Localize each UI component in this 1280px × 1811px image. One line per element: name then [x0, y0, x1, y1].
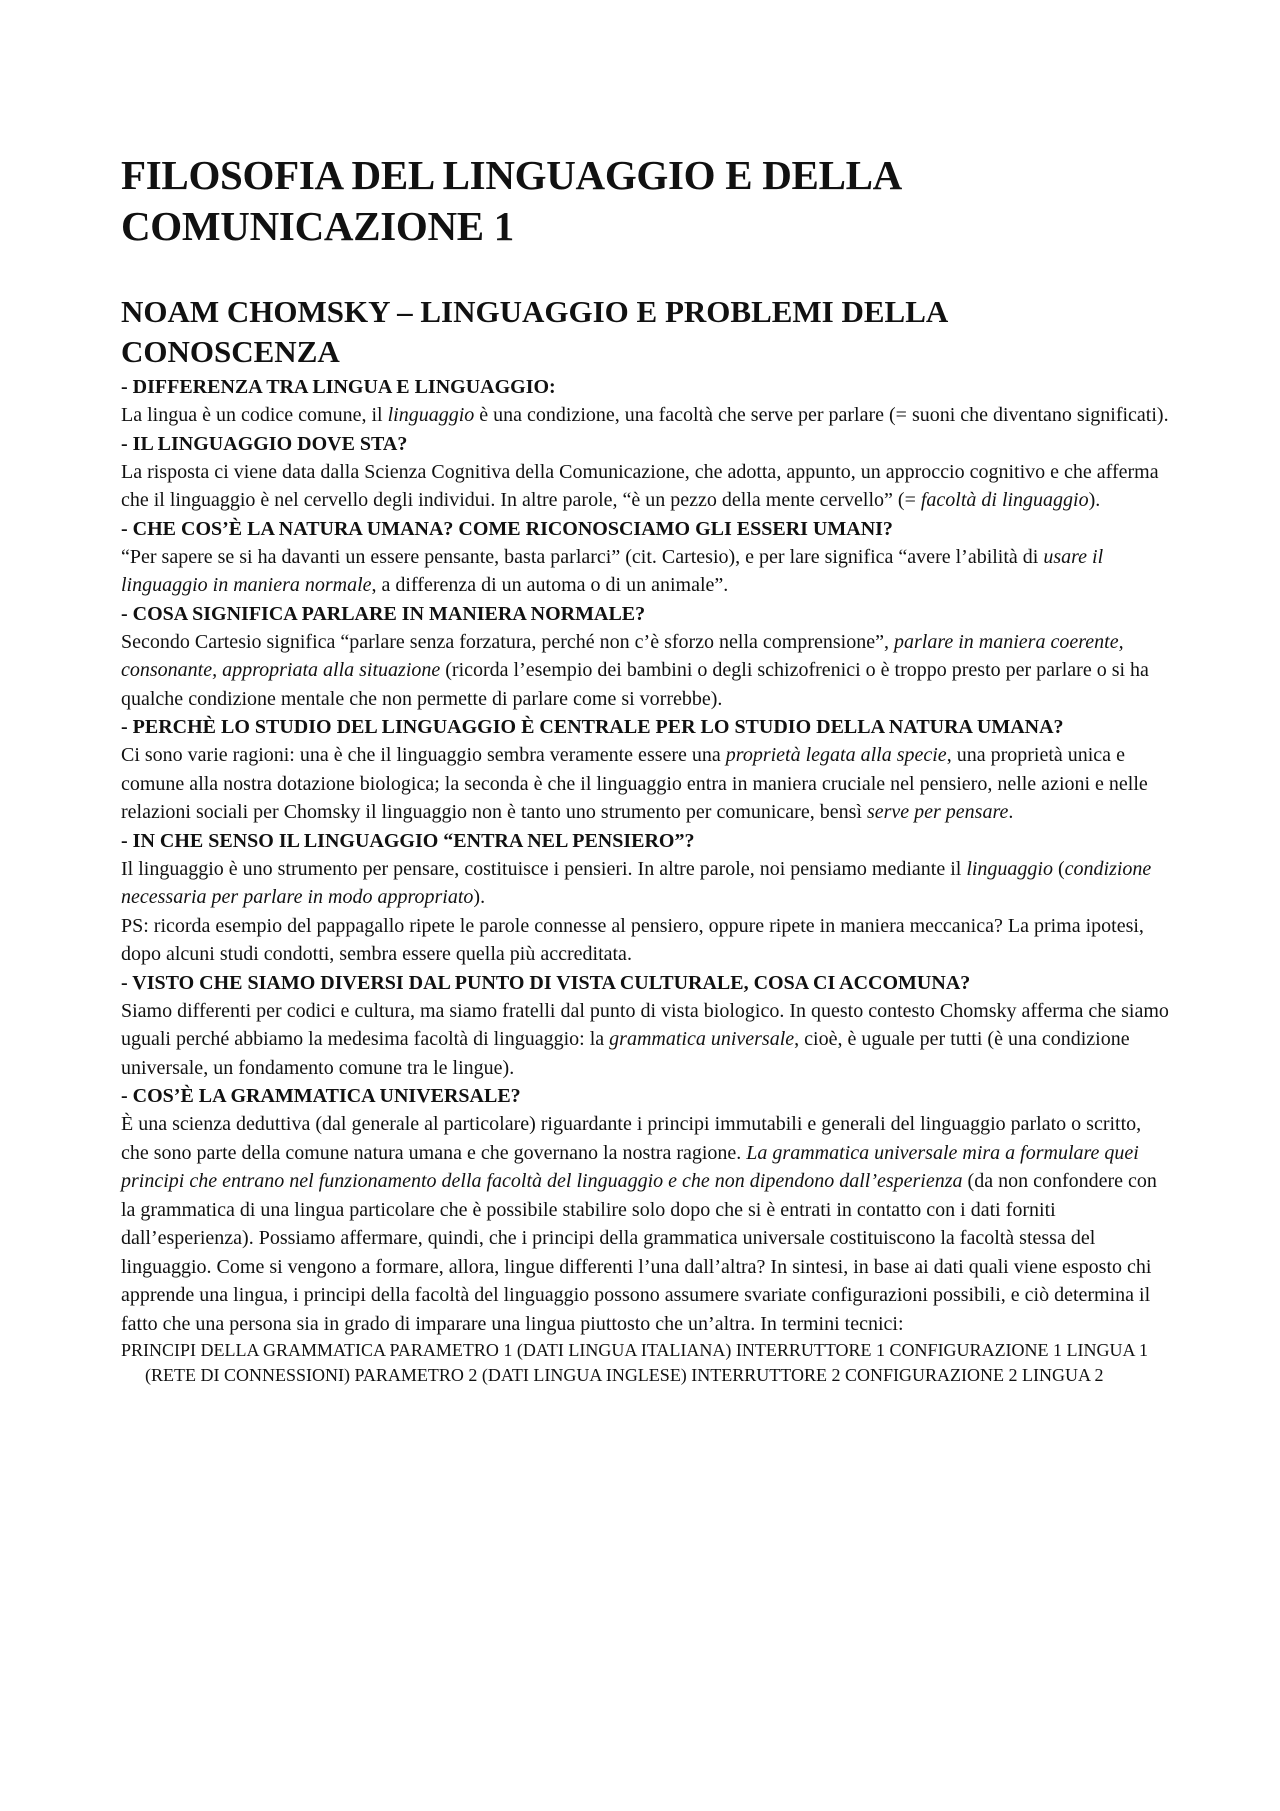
paragraph: La risposta ci viene data dalla Scienza Cognitiva della Comunicazione, che adotta, appunto, un approccio cognitivo e che afferma che il linguaggio è nel cervello degli individui. In altre parole, “è un pezzo della mente cervello” (= facoltà di linguaggio). — [121, 460, 1159, 511]
paragraph: Secondo Cartesio significa “parlare senza forzatura, perché non c’è sforzo nella comprensione”, parlare in maniera coerente, consonante, appropriata alla situazione (ricorda l’esempio dei bambini o degli schizofrenici o è troppo presto per parlare o si ha qualche condizione mentale che non permette di parlare come si vorrebbe). — [121, 630, 1149, 710]
paragraph: Ci sono varie ragioni: una è che il linguaggio sembra veramente essere una proprietà legata alla specie, una proprietà unica e comune alla nostra dotazione biologica; la seconda è che il linguaggio entra in maniera cruciale nel pensiero, nelle azioni e nelle relazioni sociali per Chomsky il linguaggio non è tanto uno strumento per comunicare, bensì serve per pensare. — [121, 744, 1148, 823]
scheme-line: PRINCIPI DELLA GRAMMATICA PARAMETRO 1 (DATI LINGUA ITALIANA) INTERRUTTORE 1 CONFIGURAZIONE 1 LINGUA 1 — [121, 1340, 1149, 1360]
section-title: NOAM CHOMSKY – LINGUAGGIO E PROBLEMI DELLA CONOSCENZA — [121, 294, 947, 369]
ps-note: PS: ricorda esempio del pappagallo ripete le parole connesse al pensiero, oppure ripete in maniera meccanica? La prima ipotesi, dopo alcuni studi condotti, sembra essere quella più accreditata. — [121, 914, 1144, 965]
question-heading: - VISTO CHE SIAMO DIVERSI DAL PUNTO DI VISTA CULTURALE, COSA CI ACCOMUNA? — [121, 971, 971, 994]
paragraph: È una scienza deduttiva (dal generale al particolare) riguardante i principi immutabili e generali del linguaggio parlato o scritto, che sono parte della comune natura umana e che governano la nostra ragione. La grammatica universale mira a formulare quei principi che entrano nel funzionamento della facoltà del linguaggio e che non dipendono dall’esperienza (da non confondere con la grammatica di una lingua particolare che è possibile stabilire solo dopo che si è entrati in contatto con i dati forniti dall’esperienza). Possiamo affermare, quindi, che i principi della grammatica universale costituiscono la facoltà stessa del linguaggio. Come si vengono a formare, allora, lingue differenti l’una dall’altra? In sintesi, in base ai dati quali viene esposto chi apprende una lingua, i principi della facoltà del linguaggio possono assumere svariate configurazioni possibili, e ciò determina il fatto che una persona sia in grado di imparare una lingua piuttosto che un’altra. In termini tecnici: — [121, 1113, 1157, 1335]
question-heading: - IL LINGUAGGIO DOVE STA? — [121, 432, 408, 455]
question-heading: - PERCHÈ LO STUDIO DEL LINGUAGGIO È CENTRALE PER LO STUDIO DELLA NATURA UMANA? — [121, 716, 1064, 738]
question-heading: - CHE COS’È LA NATURA UMANA? COME RICONOSCIAMO GLI ESSERI UMANI? — [121, 517, 893, 540]
document-title: FILOSOFIA DEL LINGUAGGIO E DELLA COMUNICAZIONE 1 — [121, 152, 900, 249]
paragraph: Siamo differenti per codici e cultura, ma siamo fratelli dal punto di vista biologico. In questo contesto Chomsky afferma che siamo uguali perché abbiamo la medesima facoltà di linguaggio: la grammatica universale, cioè, è uguale per tutti (è una condizione universale, un fondamento comune tra le lingue). — [121, 999, 1169, 1079]
paragraph: Il linguaggio è uno strumento per pensare, costituisce i pensieri. In altre parole, noi pensiamo mediante il linguaggio (condizione necessaria per parlare in modo appropriato). — [121, 857, 1152, 908]
question-heading: - IN CHE SENSO IL LINGUAGGIO “ENTRA NEL PENSIERO”? — [121, 829, 695, 852]
question-heading: - DIFFERENZA TRA LINGUA E LINGUAGGIO: — [121, 376, 556, 398]
paragraph: La lingua è un codice comune, il linguaggio è una condizione, una facoltà che serve per parlare (= suoni che diventano significati). — [121, 404, 1169, 426]
question-heading: - COSA SIGNIFICA PARLARE IN MANIERA NORMALE? — [121, 602, 646, 625]
paragraph: “Per sapere se si ha davanti un essere pensante, basta parlarci” (cit. Cartesio), e per lare significa “avere l’abilità di usare il linguaggio in maniera normale, a differenza di un automa o di un animale”. — [121, 545, 1104, 596]
scheme-line: (RETE DI CONNESSIONI) PARAMETRO 2 (DATI LINGUA INGLESE) INTERRUTTORE 2 CONFIGURAZIONE 2 LINGUA 2 — [145, 1365, 1104, 1385]
document-page — [121, 150, 1171, 1388]
question-heading: - COS’È LA GRAMMATICA UNIVERSALE? — [121, 1085, 521, 1107]
